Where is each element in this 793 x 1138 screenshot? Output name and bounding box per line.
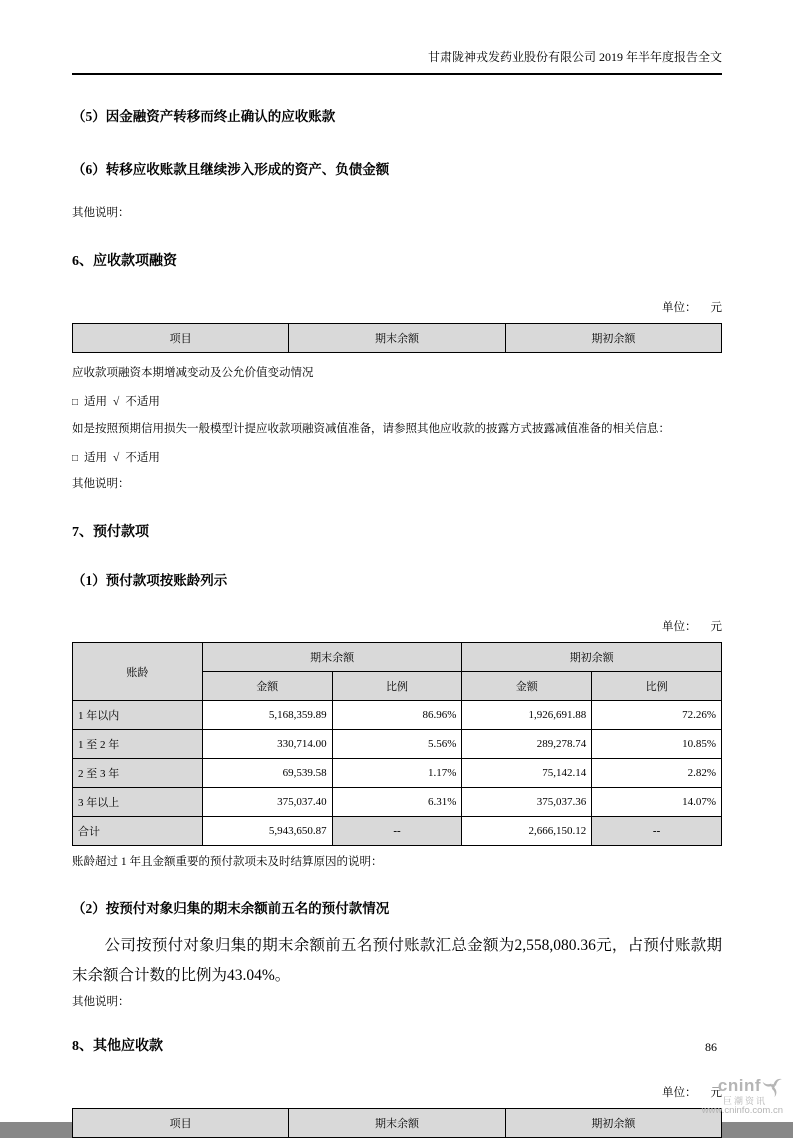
other-receivables-table <box>72 1108 722 1138</box>
begin-amount-total: 2,666,150.12 <box>462 817 592 846</box>
end-ratio: 5.56% <box>332 730 462 759</box>
unit-label: 单位： <box>662 302 697 314</box>
table-row-total <box>73 817 722 846</box>
cninfo-swirl-icon <box>763 1076 783 1096</box>
section6-title: 6、应收款项融资 <box>72 254 177 269</box>
col-header-ending-balance: 期末余额 <box>289 1109 505 1138</box>
not-applicable-label: 不适用 <box>125 396 160 408</box>
aging-label: 1 至 2 年 <box>73 730 203 759</box>
end-amount: 330,714.00 <box>202 730 332 759</box>
page-number: 86 <box>705 1040 717 1054</box>
applicable-label: 适用 <box>84 452 108 464</box>
heading-item-6: （6）转移应收账款且继续涉入形成的资产、负债金额 <box>72 162 390 177</box>
end-amount: 5,168,359.89 <box>202 701 332 730</box>
other-note-label-1: 其他说明： <box>72 207 130 219</box>
overdue-prepayment-note: 账龄超过 1 年且金额重要的预付款项未及时结算原因的说明： <box>72 856 383 868</box>
doc-header <box>72 48 722 75</box>
applicable-label: 适用 <box>84 396 108 408</box>
receivables-financing-table <box>72 323 722 353</box>
section7-sub1-heading: （1）预付款项按账龄列示 <box>72 573 228 588</box>
begin-ratio: 72.26% <box>592 701 722 730</box>
begin-ratio: 10.85% <box>592 730 722 759</box>
aging-label: 2 至 3 年 <box>73 759 203 788</box>
end-ratio-total: -- <box>332 817 462 846</box>
unit-label: 单位： <box>662 1087 697 1099</box>
group-header-beginning-balance: 期初余额 <box>462 643 722 672</box>
section7-title: 7、预付款项 <box>72 525 149 540</box>
applicability-line-1 <box>72 393 722 409</box>
begin-amount: 1,926,691.88 <box>462 701 592 730</box>
other-note-label-2: 其他说明： <box>72 478 130 490</box>
aging-label: 1 年以内 <box>73 701 203 730</box>
doc-header-title: 甘肃陇神戎发药业股份有限公司 2019 年半年度报告全文 <box>427 50 722 64</box>
unit-label: 单位： <box>662 621 697 633</box>
check-icon: √ <box>113 396 120 408</box>
table-row-within-1-year <box>73 701 722 730</box>
unit-value: 元 <box>710 302 722 314</box>
sub-header-amount-begin: 金额 <box>462 672 592 701</box>
top5-prepayment-paragraph: 公司按预付对象归集的期末余额前五名预付账款汇总金额为2,558,080.36元，占预付账款期末余额合计数的比例为43.04%。 <box>72 937 722 984</box>
unit-line-1 <box>72 299 722 315</box>
other-note-label-3: 其他说明： <box>72 996 130 1008</box>
cninfo-logo-text: cninf <box>717 1076 761 1096</box>
checkbox-unchecked-icon: □ <box>72 397 79 408</box>
sub-header-amount-end: 金额 <box>202 672 332 701</box>
heading-item-5: （5）因金融资产转移而终止确认的应收账款 <box>72 109 336 124</box>
cninfo-logo-row <box>673 1076 783 1096</box>
not-applicable-label: 不适用 <box>125 452 160 464</box>
begin-ratio-total: -- <box>592 817 722 846</box>
col-header-beginning-balance: 期初余额 <box>505 324 721 353</box>
sub-header-ratio-end: 比例 <box>332 672 462 701</box>
cninfo-logo-subtitle: 巨潮资讯 <box>722 1096 767 1106</box>
col-header-aging: 账龄 <box>73 643 203 701</box>
unit-value: 元 <box>710 1087 722 1099</box>
prepayments-aging-table <box>72 642 722 846</box>
table-group-header-row <box>73 643 722 672</box>
table-row-2-to-3-years <box>73 759 722 788</box>
col-header-item: 项目 <box>73 324 289 353</box>
unit-line-2 <box>72 618 722 634</box>
cninfo-logo <box>673 1076 783 1117</box>
end-ratio: 86.96% <box>332 701 462 730</box>
aging-label-total: 合计 <box>73 817 203 846</box>
cninfo-logo-url: www.cninfo.com.cn <box>701 1105 783 1117</box>
checkbox-unchecked-icon: □ <box>72 453 79 464</box>
section7-sub2-heading: （2）按预付对象归集的期末余额前五名的预付款情况 <box>72 901 390 916</box>
applicability-line-2 <box>72 449 722 465</box>
table-header-row <box>73 1109 722 1138</box>
end-amount-total: 5,943,650.87 <box>202 817 332 846</box>
end-amount: 375,037.40 <box>202 788 332 817</box>
group-header-ending-balance: 期末余额 <box>202 643 462 672</box>
check-icon: √ <box>113 452 120 464</box>
end-ratio: 6.31% <box>332 788 462 817</box>
aging-label: 3 年以上 <box>73 788 203 817</box>
table-header-row <box>73 324 722 353</box>
col-header-ending-balance: 期末余额 <box>289 324 505 353</box>
begin-amount: 375,037.36 <box>462 788 592 817</box>
unit-value: 元 <box>710 621 722 633</box>
begin-amount: 289,278.74 <box>462 730 592 759</box>
end-ratio: 1.17% <box>332 759 462 788</box>
col-header-item: 项目 <box>73 1109 289 1138</box>
table-row-over-3-years <box>73 788 722 817</box>
section8-title: 8、其他应收款 <box>72 1039 163 1054</box>
begin-ratio: 2.82% <box>592 759 722 788</box>
end-amount: 69,539.58 <box>202 759 332 788</box>
table-row-1-to-2-years <box>73 730 722 759</box>
begin-amount: 75,142.14 <box>462 759 592 788</box>
impairment-model-note: 如是按照预期信用损失一般模型计提应收款项融资减值准备，请参照其他应收款的披露方式披露减值准备的相关信息： <box>72 423 670 435</box>
begin-ratio: 14.07% <box>592 788 722 817</box>
financing-change-note: 应收款项融资本期增减变动及公允价值变动情况 <box>72 367 314 379</box>
col-header-beginning-balance: 期初余额 <box>505 1109 721 1138</box>
unit-line-3 <box>72 1084 722 1100</box>
sub-header-ratio-begin: 比例 <box>592 672 722 701</box>
